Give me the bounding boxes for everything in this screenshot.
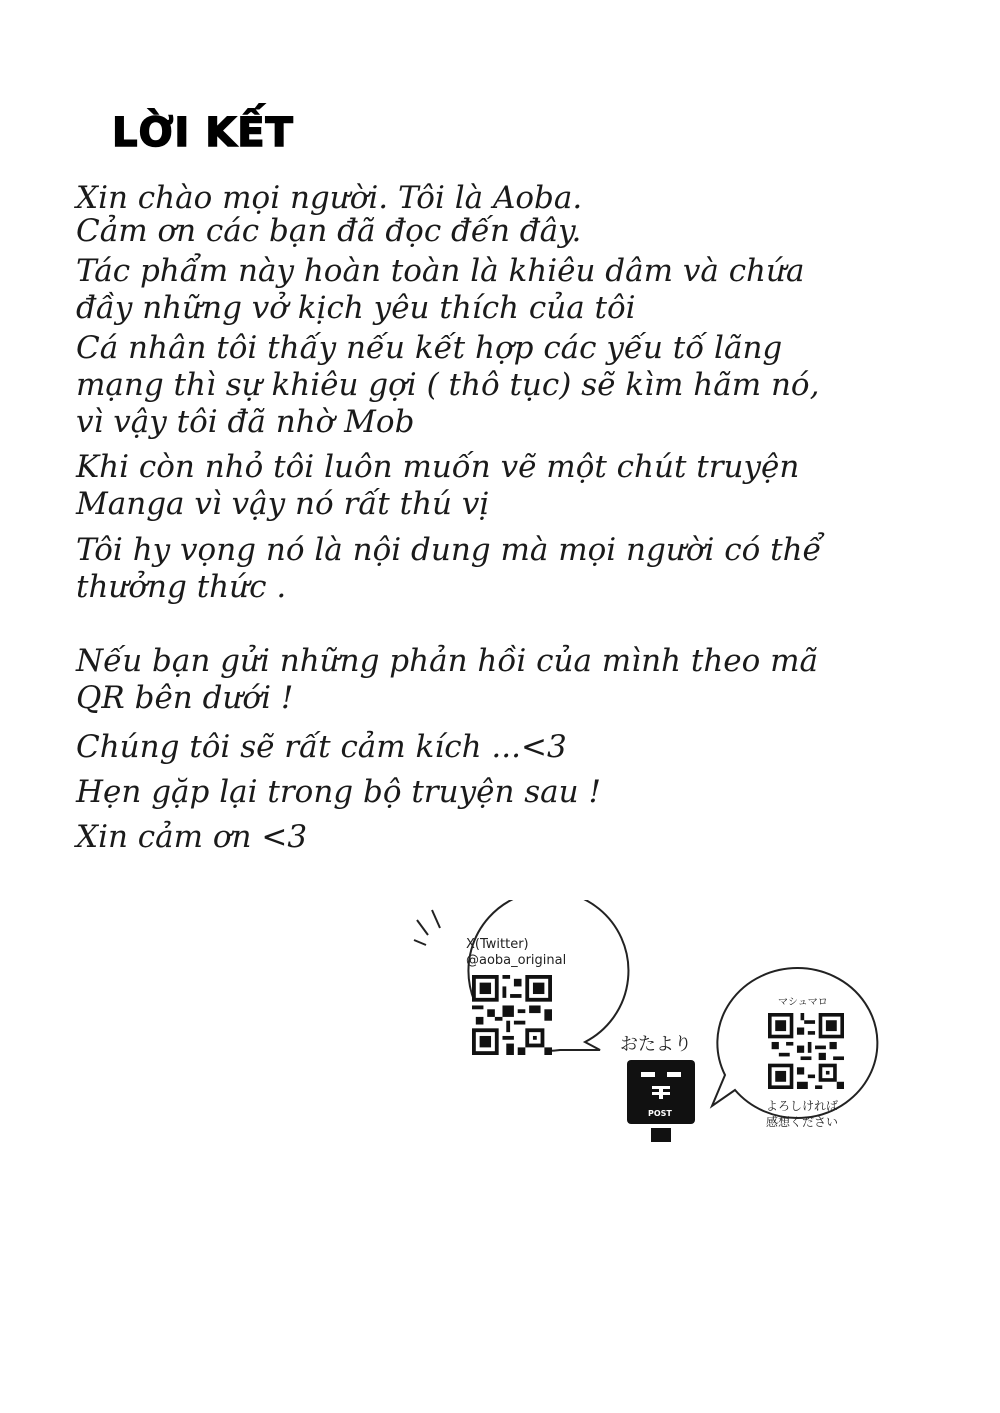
text-line: Xin cảm ơn <3 bbox=[76, 819, 308, 855]
twitter-qr-code[interactable] bbox=[472, 975, 552, 1055]
paragraph-see-you bbox=[76, 774, 956, 811]
paragraph-childhood bbox=[76, 449, 956, 523]
text-line: Xin chào mọi người. Tôi là Aoba. bbox=[76, 180, 583, 216]
text-line: Manga vì vậy nó rất thú vị bbox=[76, 486, 490, 522]
post-label: POST bbox=[648, 1109, 672, 1118]
text-line: Cá nhân tôi thấy nếu kết hợp các yếu tố lãng bbox=[76, 330, 783, 366]
marshmallow-label: マシュマロ bbox=[778, 997, 828, 1008]
text-line: vì vậy tôi đã nhờ Mob bbox=[76, 404, 415, 440]
text-line: Tôi hy vọng nó là nội dung mà mọi người có thể bbox=[76, 532, 822, 568]
text-line: đầy những vở kịch yêu thích của tôi bbox=[76, 290, 636, 326]
twitter-handle: @aoba_original bbox=[466, 953, 567, 968]
text-line: Tác phẩm này hoàn toàn là khiêu dâm và chứa bbox=[76, 253, 805, 289]
twitter-label: X(Twitter) bbox=[466, 937, 529, 952]
text-line: Chúng tôi sẽ rất cảm kích ...<3 bbox=[76, 729, 567, 765]
paragraph-work-description bbox=[76, 253, 956, 327]
paragraph-personal-view bbox=[76, 330, 956, 441]
text-line: thưởng thức . bbox=[76, 569, 287, 605]
page-title: LỜI KẾT bbox=[112, 110, 294, 156]
text-line: Cảm ơn các bạn đã đọc đến đây. bbox=[76, 213, 582, 249]
marshmallow-qr-code[interactable] bbox=[768, 1013, 844, 1089]
paragraph-greeting bbox=[76, 180, 956, 250]
text-line: Hẹn gặp lại trong bộ truyện sau ! bbox=[76, 774, 601, 810]
paragraph-thanks bbox=[76, 729, 956, 766]
paragraph-closing bbox=[76, 819, 956, 856]
text-line: Khi còn nhỏ tôi luôn muốn vẽ một chút truyện bbox=[76, 449, 800, 485]
marshmallow-note-line-2: 感想ください bbox=[766, 1115, 839, 1129]
paragraph-hope bbox=[76, 532, 956, 606]
paragraph-feedback bbox=[76, 643, 956, 717]
marshmallow-note-line-1: よろしければ bbox=[766, 1099, 839, 1113]
otayori-label: おたより bbox=[620, 1034, 692, 1055]
text-line: QR bên dưới ! bbox=[76, 680, 294, 716]
text-line: mạng thì sự khiêu gợi ( thô tục) sẽ kìm hãm nó, bbox=[76, 367, 820, 403]
text-line: Nếu bạn gửi những phản hồi của mình theo mã bbox=[76, 643, 819, 679]
